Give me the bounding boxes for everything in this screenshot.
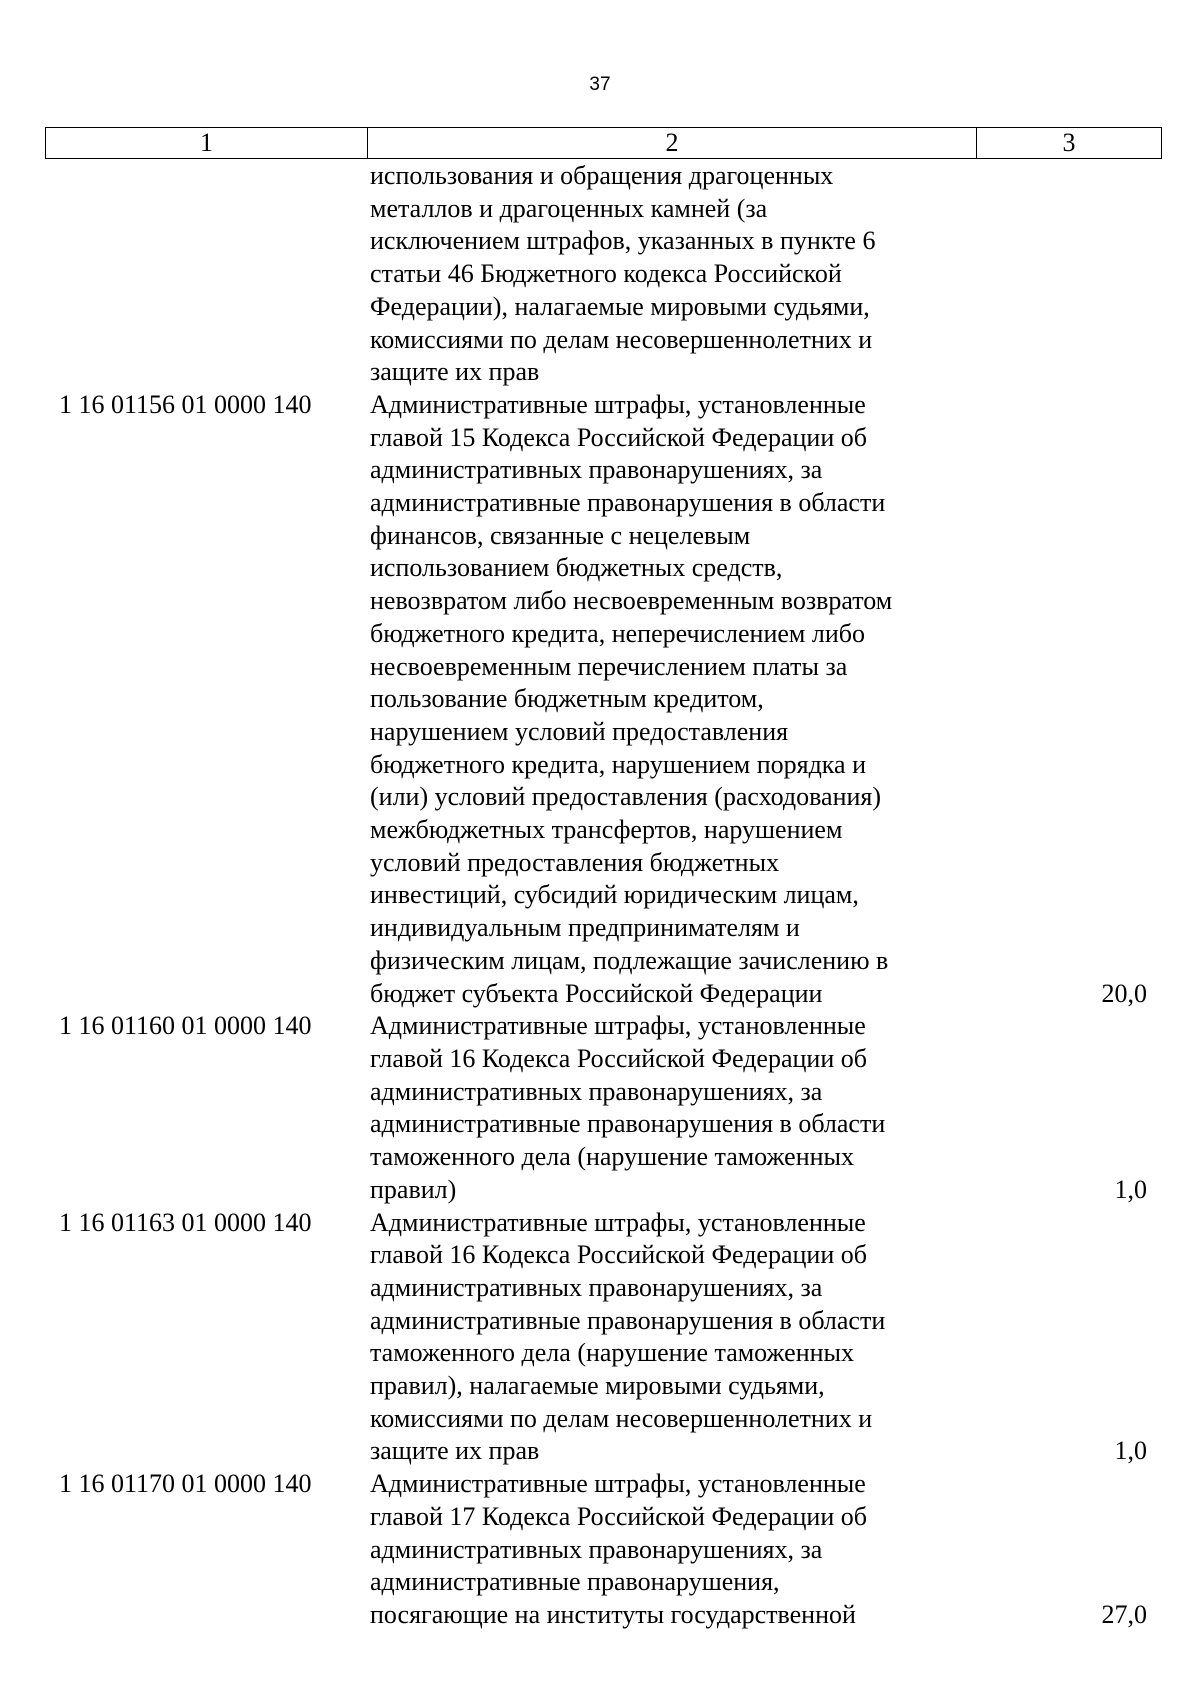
description-line: главой 15 Кодекса Российской Федерации об xyxy=(370,422,867,452)
description-line: пользование бюджетным кредитом, xyxy=(370,684,764,714)
description-cell xyxy=(347,1010,947,1206)
description-line: административных правонарушениях, за xyxy=(370,1272,823,1302)
description-line: использованием бюджетных средств, xyxy=(370,553,783,583)
amount-cell: 1,0 xyxy=(1114,1436,1147,1466)
description-line: нарушением условий предоставления xyxy=(370,716,789,746)
description-line: несвоевременным перечислением платы за xyxy=(370,651,848,681)
description-line: административных правонарушениях, за xyxy=(370,1076,823,1106)
amount-cell: 27,0 xyxy=(1101,1599,1147,1629)
table-body xyxy=(45,160,1158,1632)
description-line: невозвратом либо несвоевременным возвратом xyxy=(370,586,893,616)
description-line: главой 16 Кодекса Российской Федерации об xyxy=(370,1240,867,1270)
description-line: административных правонарушениях, за xyxy=(370,455,823,485)
table-row xyxy=(45,1207,1158,1469)
description-line: бюджетного кредита, нарушением порядка и xyxy=(370,749,866,779)
description-line: статьи 46 Бюджетного кодекса Российской xyxy=(370,259,842,289)
description-line: металлов и драгоценных камней (за xyxy=(370,193,768,223)
description-line: комиссиями по делам несовершеннолетних и xyxy=(370,1403,873,1433)
description-line: Административные штрафы, установленные xyxy=(370,1207,866,1237)
description-cell xyxy=(347,1468,947,1632)
description-line: инвестиций, субсидий юридическим лицам, xyxy=(370,880,859,910)
description-line: защите их прав xyxy=(370,357,540,387)
description-line: (или) условий предоставления (расходования) xyxy=(370,782,882,812)
description-line: защите их прав xyxy=(370,1436,540,1466)
description-cell xyxy=(347,160,947,389)
description-line: Административные штрафы, установленные xyxy=(370,1011,866,1041)
column-header-1: 1 xyxy=(46,128,368,159)
description-cell xyxy=(347,389,947,1010)
description-line: условий предоставления бюджетных xyxy=(370,847,780,877)
amount-cell: 20,0 xyxy=(1101,978,1147,1008)
description-line: правил) xyxy=(370,1174,457,1204)
description-line: финансов, связанные с нецелевым xyxy=(370,520,751,550)
description-line: административных правонарушениях, за xyxy=(370,1534,823,1564)
column-header-2: 2 xyxy=(368,128,977,159)
column-header-table xyxy=(45,127,1162,159)
description-line: административные правонарушения в области xyxy=(370,488,886,518)
description-line: административные правонарушения в области xyxy=(370,1305,886,1335)
description-line: бюджетного кредита, неперечислением либо xyxy=(370,618,865,648)
description-line: Административные штрафы, установленные xyxy=(370,1469,866,1499)
budget-code-cell: 1 16 01170 01 0000 140 xyxy=(59,1469,312,1499)
description-line: физическим лицам, подлежащие зачислению в xyxy=(370,945,889,975)
column-header-row xyxy=(46,128,1162,159)
description-cell xyxy=(347,1207,947,1469)
description-line: бюджет субъекта Российской Федерации xyxy=(370,978,823,1008)
table-row xyxy=(45,1010,1158,1206)
description-line: главой 16 Кодекса Российской Федерации об xyxy=(370,1043,867,1073)
description-line: главой 17 Кодекса Российской Федерации об xyxy=(370,1501,867,1531)
budget-code-cell: 1 16 01163 01 0000 140 xyxy=(59,1207,312,1237)
description-line: таможенного дела (нарушение таможенных xyxy=(370,1142,854,1172)
page-number: 37 xyxy=(589,74,611,95)
description-line: комиссиями по делам несовершеннолетних и xyxy=(370,324,873,354)
description-line: Федерации), налагаемые мировыми судьями, xyxy=(370,291,870,321)
description-line: правил), налагаемые мировыми судьями, xyxy=(370,1371,825,1401)
description-line: административные правонарушения, xyxy=(370,1567,780,1597)
description-line: индивидуальным предпринимателям и xyxy=(370,913,800,943)
table-row xyxy=(45,1468,1158,1632)
budget-code-cell: 1 16 01156 01 0000 140 xyxy=(59,389,312,419)
column-header-3: 3 xyxy=(977,128,1162,159)
description-line: административные правонарушения в области xyxy=(370,1109,886,1139)
amount-cell: 1,0 xyxy=(1114,1174,1147,1204)
description-line: использования и обращения драгоценных xyxy=(370,161,834,190)
budget-code-cell: 1 16 01160 01 0000 140 xyxy=(59,1011,312,1041)
table-row xyxy=(45,160,1158,389)
description-line: посягающие на институты государственной xyxy=(370,1599,856,1629)
table-row xyxy=(45,389,1158,1010)
description-line: межбюджетных трансфертов, нарушением xyxy=(370,815,843,845)
description-line: таможенного дела (нарушение таможенных xyxy=(370,1338,854,1368)
description-line: исключением штрафов, указанных в пункте 6 xyxy=(370,226,876,256)
description-line: Административные штрафы, установленные xyxy=(370,389,866,419)
